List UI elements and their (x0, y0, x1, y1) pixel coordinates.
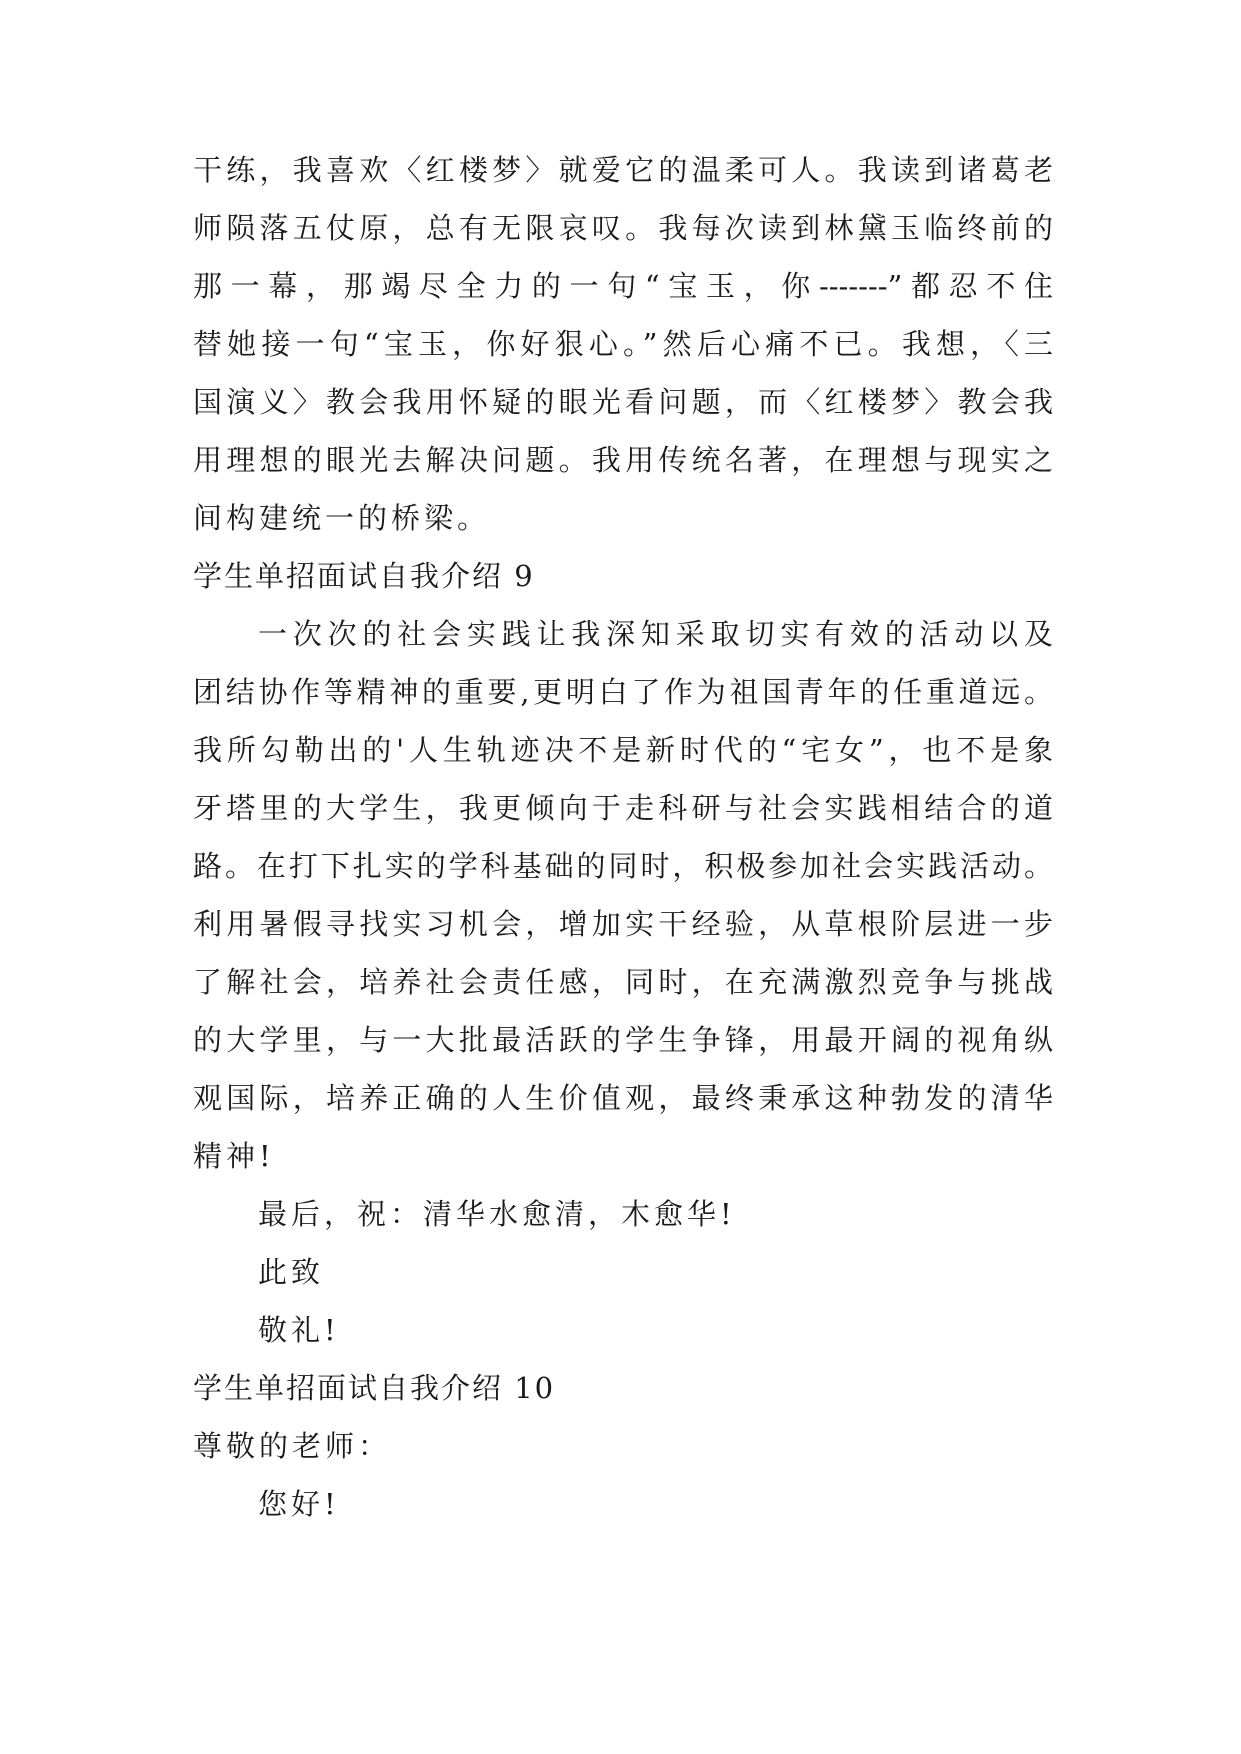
text-line: 那一幕，那竭尽全力的一句“宝玉，你-------”都忍不住 (193, 269, 1053, 303)
greeting: 您好! (258, 1487, 340, 1521)
closing-line: 敬礼! (258, 1313, 340, 1347)
text-line: 国演义〉教会我用怀疑的眼光看问题，而〈红楼梦〉教会我 (193, 385, 1053, 419)
text-line: 替她接一句“宝玉，你好狠心。”然后心痛不已。我想，〈三 (193, 327, 1053, 361)
closing-line: 此致 (258, 1255, 325, 1289)
text-line: 一次次的社会实践让我深知采取切实有效的活动以及 (258, 617, 1053, 651)
text-line: 利用暑假寻找实习机会，增加实干经验，从草根阶层进一步 (193, 907, 1053, 941)
text-line: 观国际，培养正确的人生价值观，最终秉承这种勃发的清华 (193, 1081, 1053, 1115)
text-line: 了解社会，培养社会责任感，同时，在充满激烈竞争与挑战 (193, 965, 1053, 999)
text-line: 团结协作等精神的重要,更明白了作为祖国青年的任重道远。 (193, 675, 1053, 709)
closing-wish: 最后，祝：清华水愈清，木愈华! (258, 1197, 736, 1231)
salutation: 尊敬的老师： (193, 1429, 392, 1463)
text-line: 间构建统一的桥梁。 (193, 501, 491, 535)
text-line: 路。在打下扎实的学科基础的同时，积极参加社会实践活动。 (193, 849, 1053, 883)
text-line: 牙塔里的大学生，我更倾向于走科研与社会实践相结合的道 (193, 791, 1053, 825)
text-line: 干练，我喜欢〈红楼梦〉就爱它的温柔可人。我读到诸葛老 (193, 153, 1053, 187)
text-line: 的大学里，与一大批最活跃的学生争锋，用最开阔的视角纵 (193, 1023, 1053, 1057)
text-line: 师陨落五仗原，总有无限哀叹。我每次读到林黛玉临终前的 (193, 211, 1053, 245)
text-line: 用理想的眼光去解决问题。我用传统名著，在理想与现实之 (193, 443, 1053, 477)
section-heading: 学生单招面试自我介绍 10 (193, 1371, 556, 1405)
section-heading: 学生单招面试自我介绍 9 (193, 559, 535, 593)
text-line: 我所勾勒出的'人生轨迹决不是新时代的“宅女”，也不是象 (193, 733, 1053, 767)
text-line: 精神! (193, 1139, 275, 1173)
